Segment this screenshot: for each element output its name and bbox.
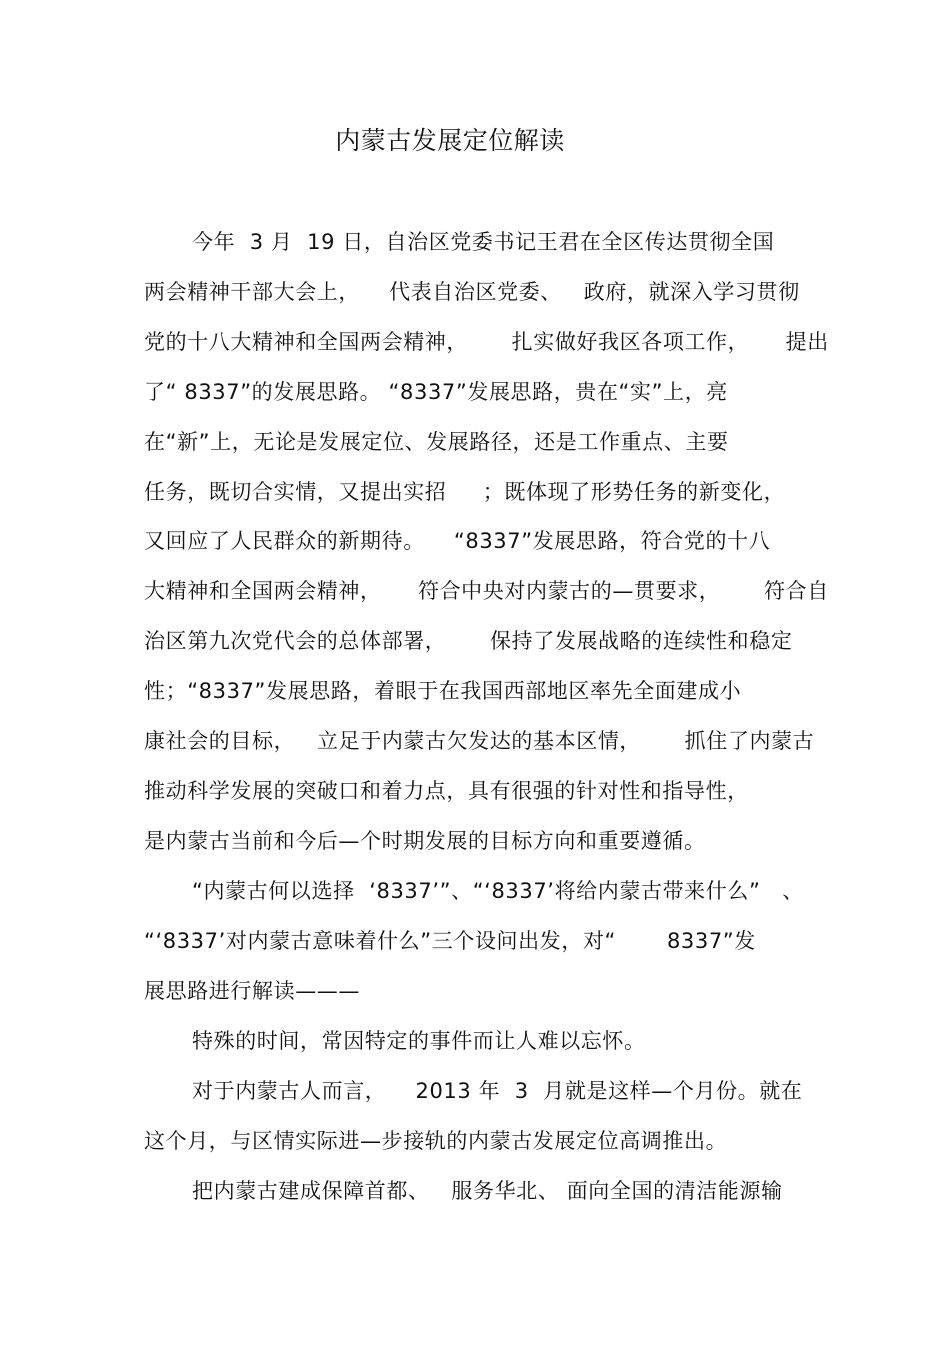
text-line-8: 大精神和全国两会精神， 符合中央对内蒙古的—贯要求， 符合自 — [144, 579, 829, 603]
text-line-14: “内蒙古何以选择 ‘8337’”、“‘8337’将给内蒙古带来什么” 、 — [192, 879, 804, 903]
text-line-7: 又回应了人民群众的新期待。 “8337”发展思路，符合党的十八 — [144, 529, 771, 553]
text-line-13: 是内蒙古当前和今后—个时期发展的目标方向和重要遵循。 — [144, 829, 706, 853]
text-line-16: 展思路进行解读——— — [144, 979, 360, 1003]
text-line-5: 在“新”上，无论是发展定位、发展路径，还是工作重点、主要 — [144, 430, 729, 454]
text-line-12: 推动科学发展的突破口和着力点，具有很强的针对性和指导性， — [144, 779, 749, 803]
text-line-10: 性；“8337”发展思路，着眼于在我国西部地区率先全面建成小 — [144, 679, 742, 703]
text-line-15: “‘8337’对内蒙古意味着什么”三个设问出发，对“ 8337”发 — [144, 929, 756, 953]
text-line-11: 康社会的目标， 立足于内蒙古欠发达的基本区情， 抓住了内蒙古 — [144, 729, 815, 753]
text-line-17: 特殊的时间，常因特定的事件而让人难以忘怀。 — [192, 1029, 646, 1053]
document-title: 内蒙古发展定位解读 — [335, 126, 565, 155]
text-line-2: 两会精神干部大会上， 代表自治区党委、 政府，就深入学习贯彻 — [144, 280, 800, 304]
text-line-18: 对于内蒙古人而言， 2013 年 3 月就是这样—个月份。就在 — [192, 1079, 803, 1103]
text-line-3: 党的十八大精神和全国两会精神， 扎实做好我区各项工作， 提出 — [144, 330, 829, 354]
text-line-9: 治区第九次党代会的总体部署， 保持了发展战略的连续性和稳定 — [144, 629, 793, 653]
text-line-4: 了“ 8337”的发展思路。 “8337”发展思路，贵在“实”上，亮 — [144, 380, 728, 404]
text-line-20: 把内蒙古建成保障首都、 服务华北、 面向全国的清洁能源输 — [192, 1179, 783, 1203]
text-line-6: 任务，既切合实情，又提出实招 ；既体现了形势任务的新变化， — [144, 480, 786, 504]
text-line-1: 今年 3 月 19 日，自治区党委书记王君在全区传达贯彻全国 — [192, 230, 775, 254]
text-line-19: 这个月，与区情实际进—步接轨的内蒙古发展定位高调推出。 — [144, 1129, 728, 1153]
